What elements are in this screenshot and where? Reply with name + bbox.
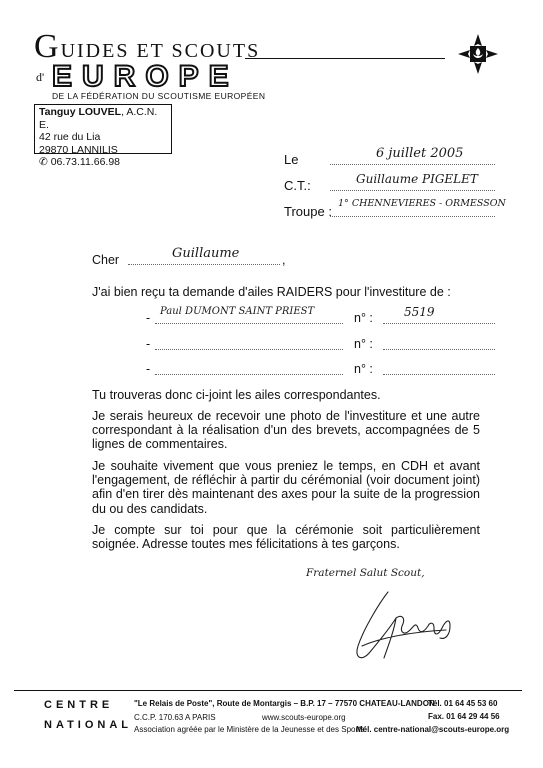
paragraph-3: Je souhaite vivement que vous preniez le temps, en CDH et avant l'engagement, de réfléchir à partir du cérémonial (voir document joint) afin d'en tirer dès maintenant des axes pour la suite de la progression du ou des candidats. <box>92 459 480 516</box>
paragraph-4: Je compte sur toi pour que la cérémonie soit particulièrement soignée. Adresse toutes mes félicitations à tes garçons. <box>92 523 480 552</box>
logo-guides-text: UIDES ET SCOUTS <box>60 40 261 62</box>
entry-number-label: n° : <box>354 337 373 351</box>
footer-fax: Fax. 01 64 29 44 56 <box>428 712 500 721</box>
entry-name-line <box>155 349 343 350</box>
sender-name-bold: Tanguy LOUVEL <box>39 106 122 118</box>
entry-name-line <box>155 374 343 375</box>
troupe-line <box>330 216 495 217</box>
footer-tel: Tél. 01 64 45 53 60 <box>428 699 498 708</box>
closing: Fraternel Salut Scout, <box>306 567 425 579</box>
footer-ccp: C.C.P. 170.63 A PARIS <box>134 713 216 722</box>
footer-rule <box>14 690 522 691</box>
sender-address-box <box>34 104 172 168</box>
date-label: Le <box>284 152 299 167</box>
date-line <box>330 164 495 165</box>
logo-subtitle: DE LA FÉDÉRATION DU SCOUTISME EUROPÉEN <box>52 91 266 101</box>
entry-name-line <box>155 323 343 324</box>
salutation-line <box>128 264 280 265</box>
salutation-name: Guillaume <box>172 246 240 261</box>
ct-line <box>330 190 495 191</box>
footer-email: Mél. centre-national@scouts-europe.org <box>356 725 510 734</box>
sender-name-suffix: , A.C.N. E. <box>39 106 158 131</box>
signature <box>350 588 460 668</box>
date-value: 6 juillet 2005 <box>376 146 464 161</box>
entry-number-line <box>383 374 495 375</box>
logo-europe: EUROPE <box>52 60 239 93</box>
sender-name <box>39 106 167 131</box>
entry-number: 5519 <box>404 305 435 319</box>
intro-text: J'ai bien reçu ta demande d'ailes RAIDERS pour l'investiture de : <box>92 285 451 299</box>
entry-number-line <box>383 349 495 350</box>
entry-dash: - <box>146 362 151 376</box>
salutation-comma: , <box>282 253 286 267</box>
footer-agreement: Association agréée par le Ministère de la Jeunesse et des Sports <box>134 725 365 734</box>
footer-centre: CENTRE <box>44 699 114 711</box>
entry-number-label: n° : <box>354 362 373 376</box>
entry-dash: - <box>146 337 151 351</box>
entry-number-label: n° : <box>354 311 373 325</box>
paragraph-2: Je serais heureux de recevoir une photo de l'investiture et une autre correspondant à la réalisation d'un des brevets, accompagnées de 5 lignes de commentaires. <box>92 409 480 452</box>
logo-rule <box>245 58 445 59</box>
entry-dash: - <box>146 311 151 325</box>
footer-website: www.scouts-europe.org <box>262 713 346 722</box>
logo-d: d' <box>36 70 45 84</box>
sender-street: 42 rue du Lia <box>39 131 101 143</box>
paragraph-1: Tu trouveras donc ci-joint les ailes correspondantes. <box>92 388 381 402</box>
salutation: Cher <box>92 253 120 267</box>
entry-number-line <box>383 323 495 324</box>
troupe-value: 1° CHENNEVIERES - ORMESSON <box>338 198 506 209</box>
scout-cross-fleur-de-lis-icon <box>456 32 500 76</box>
sender-city: 29870 LANNILIS <box>39 143 118 156</box>
entry-name: Paul DUMONT SAINT PRIEST <box>160 306 315 317</box>
footer-national: NATIONAL <box>44 719 133 731</box>
ct-label: C.T.: <box>284 178 311 193</box>
ct-value: Guillaume PIGELET <box>356 172 478 186</box>
footer-address: "Le Relais de Poste", Route de Montargis – B.P. 17 – 77570 CHATEAU-LANDON <box>134 699 435 708</box>
logo-initial: G <box>34 28 61 65</box>
logo-guides-et-scouts <box>34 30 260 64</box>
troupe-label: Troupe : <box>284 204 332 219</box>
sender-phone: ✆ 06.73.11.66.98 <box>39 156 121 168</box>
